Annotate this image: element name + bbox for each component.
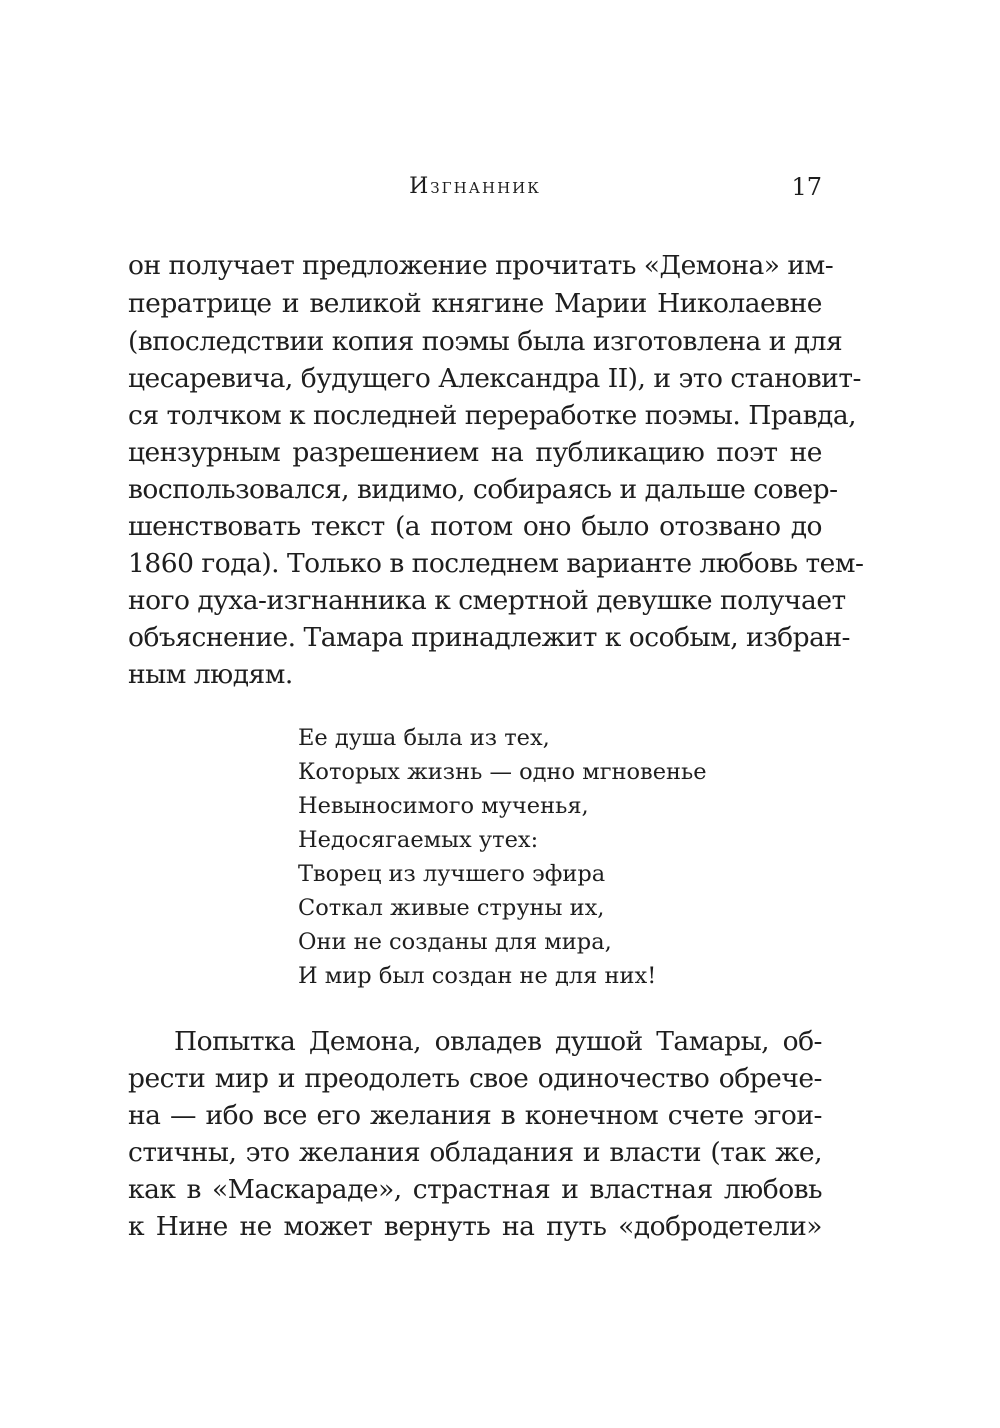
text-line: рести мир и преодолеть свое одиночество обрече-: [128, 1063, 822, 1094]
text-line: он получает предложение прочитать «Демона» им-: [128, 250, 834, 281]
verse-line: Творец из лучшего эфира: [298, 861, 606, 887]
verse-line: Невыносимого мученья,: [298, 793, 589, 819]
text-line: стичны, это желания обладания и власти (так же,: [128, 1137, 822, 1168]
text-line: цесаревича, будущего Александра II), и это становит-: [128, 363, 861, 394]
running-title: Изгнанник: [409, 174, 541, 199]
text-line: шенствовать текст (а потом оно было отозвано до: [128, 511, 822, 542]
text-line: Попытка Демона, овладев душой Тамары, об-: [174, 1026, 822, 1057]
text-line: ператрице и великой княгине Марии Николаевне: [128, 288, 822, 319]
running-head: [128, 170, 822, 204]
text-line: как в «Маскараде», страстная и властная любовь: [128, 1174, 822, 1205]
text-line: цензурным разрешением на публикацию поэт не: [128, 437, 822, 468]
text-line: на — ибо все его желания в конечном счете эгои-: [128, 1100, 822, 1131]
text-line: ся толчком к последней переработке поэмы. Правда,: [128, 400, 857, 431]
text-line: к Нине не может вернуть на путь «добродетели»: [128, 1211, 822, 1242]
verse-line: Недосягаемых утех:: [298, 827, 539, 853]
verse-line: Соткал живые струны их,: [298, 895, 605, 921]
text-line: (впоследствии копия поэмы была изготовлена и для: [128, 326, 843, 357]
verse-line: И мир был создан не для них!: [298, 963, 657, 989]
text-line: воспользовался, видимо, собираясь и дальше совер-: [128, 474, 838, 505]
verse-line: Которых жизнь — одно мгновенье: [298, 759, 707, 785]
text-line: объяснение. Тамара принадлежит к особым, избран-: [128, 622, 850, 653]
text-line: ного духа-изгнанника к смертной девушке получает: [128, 585, 846, 616]
text-line: 1860 года). Только в последнем варианте любовь тем-: [128, 548, 864, 579]
verse-line: Ее душа была из тех,: [298, 725, 550, 751]
verse-line: Они не созданы для мира,: [298, 929, 612, 955]
page-number: 17: [791, 173, 822, 201]
text-line: ным людям.: [128, 659, 293, 690]
